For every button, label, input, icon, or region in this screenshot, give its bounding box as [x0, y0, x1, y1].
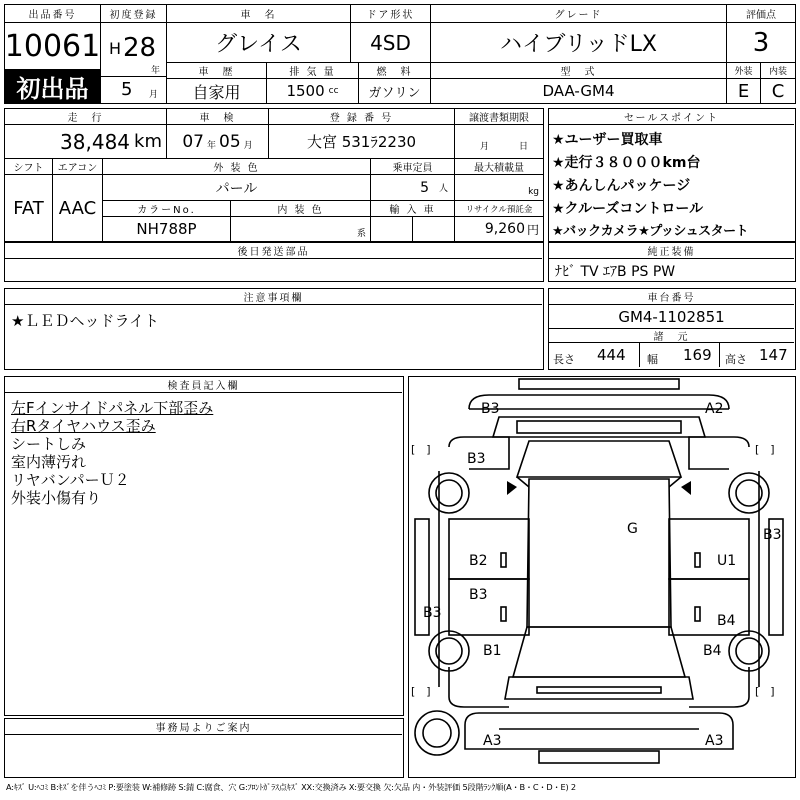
interior-label: 内装	[761, 63, 795, 79]
rear-plate	[539, 751, 659, 763]
spare-wheel	[415, 711, 459, 755]
capacity-unit: 人	[438, 184, 448, 194]
inspector-line-4: 室内薄汚れ	[11, 453, 87, 471]
capacity-label: 乗車定員	[371, 159, 455, 175]
insp-year-unit: 年	[206, 141, 216, 151]
width: 169	[683, 346, 712, 364]
transfer-label: 譲渡書類期限	[455, 109, 543, 125]
fuel-label: 燃 料	[359, 63, 431, 79]
inspector-line-3: シートしみ	[11, 435, 87, 453]
door-label: ドア形状	[351, 5, 431, 23]
score-label: 評価点	[727, 5, 795, 23]
reg-year-unit: 年	[151, 66, 161, 76]
chassis-block	[548, 288, 796, 370]
import-label: 輸 入 車	[371, 201, 455, 217]
capacity-cell	[371, 175, 455, 201]
left-rear-door	[449, 579, 529, 635]
left-front-door	[449, 519, 529, 579]
capacity: 5	[420, 179, 429, 196]
dims-divider-1	[639, 343, 640, 367]
mark-b3-right-skirt: B3	[763, 527, 782, 543]
inspector-label: 検査員記入欄	[5, 377, 402, 393]
equipment-items: ﾅﾋﾞ TV ｴｱB PS PW	[555, 264, 676, 280]
lot-no-label: 出品番号	[5, 5, 101, 23]
mark-a3-bumper-left: A3	[483, 733, 502, 749]
first-reg-label: 初度登録	[101, 5, 167, 23]
mileage: 38,484	[60, 129, 131, 154]
recycle-unit: 円	[526, 222, 539, 237]
plate: 大宮 531ﾗ2230	[269, 125, 455, 159]
transfer-month-unit: 月	[479, 142, 489, 152]
mark-a3-bumper-right: A3	[705, 733, 724, 749]
car-diagram-block	[408, 376, 796, 778]
chassis-number: GM4-1102851	[549, 305, 794, 329]
transfer-day-unit: 日	[519, 142, 529, 152]
equipment-label: 純正装備	[549, 243, 794, 259]
inspector-block	[4, 376, 404, 716]
car-name: グレイス	[167, 23, 351, 63]
bracket-right-bottom: [ ]	[755, 685, 775, 698]
sales-points-block	[548, 108, 796, 242]
sales-point-3: ★あんしんパッケージ	[552, 178, 691, 194]
legend: A:ｷｽﾞ U:ﾍｺﾐ B:ｷｽﾞを伴うﾍｺﾐ P:要塗装 W:補修跡 S:錆 C:腐食、穴 G:ﾌﾛﾝﾄｶﾞﾗｽ点ｷｽﾞ XX:交換済み X:要交換 欠:欠品 内・外装評価 5段階ﾗﾝｸ順(A・B・C・D・E) 2	[6, 782, 576, 792]
sales-point-1: ★ユーザー買取車	[552, 132, 663, 148]
sales-point-2: ★走行３８０００km台	[552, 155, 701, 171]
model-label: 型 式	[431, 63, 727, 79]
height-label: 高さ	[725, 353, 747, 366]
grade: ハイブリッドLX	[431, 23, 727, 63]
displacement-unit: cc	[328, 86, 339, 96]
int-color-unit: 系	[356, 228, 366, 239]
recycle-label: リサイクル預託金	[455, 201, 543, 217]
rear-window	[513, 627, 685, 677]
color-no: NH788P	[103, 217, 231, 241]
wheel-rear-left	[429, 631, 469, 671]
mark-g-windshield: G	[627, 521, 638, 537]
transfer-cell	[455, 125, 543, 159]
model-code: DAA-GM4	[431, 79, 727, 103]
sales-points-label: セールスポイント	[549, 109, 794, 125]
dims-label: 諸 元	[549, 329, 794, 343]
mark-b1-rear-left: B1	[483, 643, 502, 659]
notes-text: ★ＬＥＤヘッドライト	[11, 312, 159, 330]
spec-block	[4, 108, 544, 242]
right-fender-rear	[689, 667, 749, 707]
score: 3	[727, 23, 795, 63]
bracket-right-top: [ ]	[755, 443, 775, 456]
ac-label: エアコン	[53, 159, 103, 175]
wheel-front-right	[729, 473, 769, 513]
recycle-deposit: 9,260	[484, 221, 525, 237]
right-rear-door	[669, 579, 749, 635]
plate-label: 登 録 番 号	[269, 109, 455, 125]
shift: FAT	[5, 175, 53, 241]
later-parts-label: 後日発送部品	[5, 243, 542, 259]
chassis-label: 車台番号	[549, 289, 794, 305]
trunk	[505, 677, 693, 699]
history-label: 車 歴	[167, 63, 267, 79]
load-unit: kg	[528, 186, 539, 197]
windshield	[517, 441, 681, 477]
width-label: 幅	[647, 353, 658, 366]
first-reg-month-cell	[101, 77, 167, 103]
recycle-cell	[455, 217, 543, 241]
load-label: 最大積載量	[455, 159, 543, 175]
mark-b4-rear-right: B4	[703, 643, 722, 659]
history: 自家用	[167, 79, 267, 103]
mark-a2-front-right: A2	[705, 401, 724, 417]
grade-label: グレード	[431, 5, 727, 23]
fuel: ガソリン	[359, 79, 431, 103]
length-label: 長さ	[553, 353, 575, 366]
rear-bumper	[465, 713, 733, 749]
exterior-grade: E	[727, 79, 761, 103]
inspection-cell	[167, 125, 269, 159]
header-block	[4, 4, 796, 104]
roof	[527, 479, 671, 627]
dims-divider-2	[719, 343, 720, 367]
dims-row	[549, 343, 794, 367]
sales-point-5: ★バックカメラ★プッシュスタート	[552, 224, 749, 239]
notes-label: 注意事項欄	[5, 289, 542, 305]
mileage-label: 走 行	[5, 109, 167, 125]
mark-b3-front-left: B3	[481, 401, 500, 417]
sales-point-4: ★クルーズコントロール	[552, 201, 704, 217]
mark-u1-right-front-door: U1	[717, 553, 737, 569]
reg-month: 5	[121, 79, 133, 100]
first-listing-badge: 初出品	[5, 69, 101, 103]
interior-grade: C	[771, 80, 785, 102]
bracket-left-top: [ ]	[411, 443, 431, 456]
mark-b3-left-rear-door: B3	[469, 587, 488, 603]
height: 147	[759, 346, 788, 364]
wheel-front-left	[429, 473, 469, 513]
import-cell-b	[413, 217, 455, 241]
right-fender-front	[689, 437, 749, 469]
reg-year: 28	[123, 33, 157, 63]
mark-b3-left-skirt: B3	[423, 605, 442, 621]
office-label: 事務局よりご案内	[5, 719, 402, 735]
int-color-label: 内 装 色	[231, 201, 371, 217]
front-bumper	[469, 395, 729, 409]
equipment-block	[548, 242, 796, 282]
left-fender-rear	[449, 667, 509, 707]
length: 444	[597, 346, 626, 364]
inspector-line-2: 右Rタイヤハウス歪み	[11, 417, 156, 435]
car-name-label: 車 名	[167, 5, 351, 23]
mark-b2-left-front-door: B2	[469, 553, 488, 569]
displacement-cell	[267, 79, 359, 103]
displacement-label: 排 気 量	[267, 63, 359, 79]
insp-month: 05	[219, 131, 241, 152]
right-front-door	[669, 519, 749, 579]
inspection-label: 車 検	[167, 109, 269, 125]
bracket-left-bottom: [ ]	[411, 685, 431, 698]
mark-b3-fender-left: B3	[467, 451, 486, 467]
load-cell	[455, 175, 543, 201]
import-cell-a	[371, 217, 413, 241]
later-parts-block	[4, 242, 544, 282]
era: H	[109, 39, 122, 58]
office-block	[4, 718, 404, 778]
mirror-left	[507, 481, 517, 495]
notes-block	[4, 288, 544, 370]
insp-month-unit: 月	[243, 141, 253, 151]
inspector-line-5: リヤバンパーＵ２	[11, 471, 130, 489]
front-bumper-top	[519, 379, 679, 389]
mileage-cell	[5, 125, 167, 159]
int-color-cell	[231, 217, 371, 241]
car-diagram	[409, 377, 794, 776]
reg-month-unit: 月	[149, 90, 159, 100]
color-no-label: カラーNo.	[103, 201, 231, 217]
door-type: 4SD	[351, 23, 431, 63]
first-reg-year-cell	[101, 23, 167, 77]
shift-label: シフト	[5, 159, 53, 175]
mileage-unit: km	[134, 131, 162, 152]
color-label: 外 装 色	[103, 159, 371, 175]
insp-year: 07	[182, 131, 204, 152]
hood-edge	[493, 417, 705, 437]
wheel-rear-right	[729, 631, 769, 671]
displacement: 1500	[286, 82, 325, 100]
mirror-right	[681, 481, 691, 495]
ac: AAC	[53, 175, 103, 241]
lot-no: 10061	[5, 23, 101, 69]
inspector-line-6: 外装小傷有り	[11, 489, 102, 507]
color: パール	[103, 175, 371, 201]
inspector-line-1: 左Fインサイドパネル下部歪み	[11, 399, 214, 417]
exterior-label: 外装	[727, 63, 761, 79]
mark-b4-right-rear-door: B4	[717, 613, 736, 629]
